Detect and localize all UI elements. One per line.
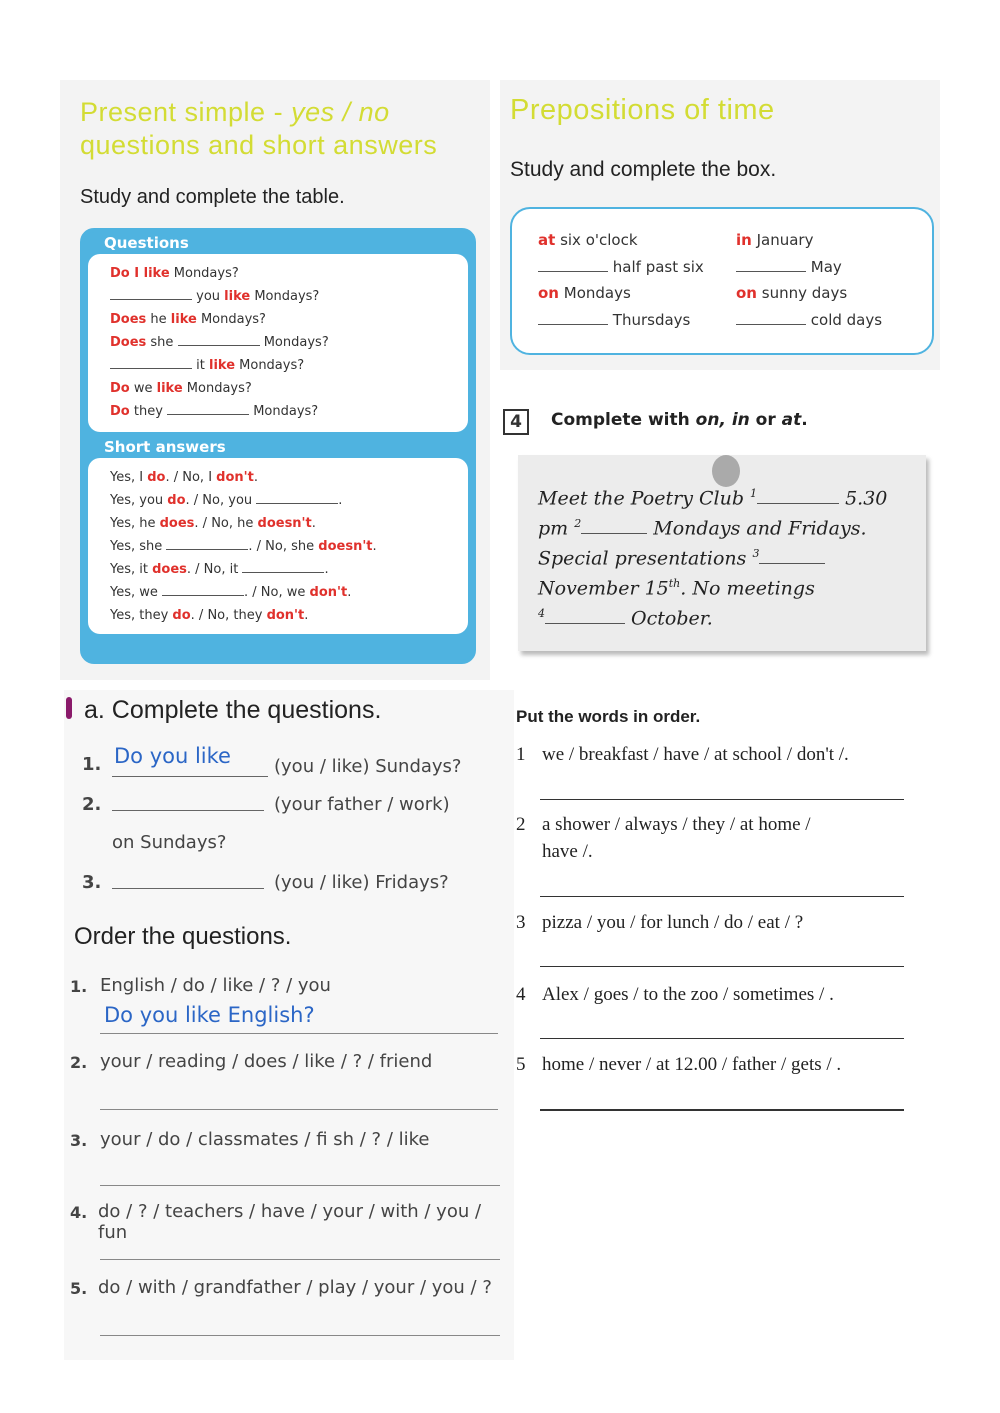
note-line: Special presentations $^3$ <box>538 547 825 569</box>
list-item: 5 home / never / at 12.00 / father / gets / . <box>516 1054 916 1124</box>
list-item: 1. English / do / like / ? / you Do you like English? <box>70 975 500 1051</box>
blank-field[interactable] <box>166 537 248 550</box>
exercise-number-box: 4 <box>503 409 529 435</box>
answer-line[interactable] <box>112 810 264 811</box>
prep-cell: Thursdays <box>538 311 690 329</box>
answer-row: Yes, they do. / No, they don't. <box>110 608 309 623</box>
list-item: 3 pizza / you / for lunch / do / eat / ? <box>516 912 916 984</box>
answer-line[interactable] <box>100 1033 498 1034</box>
answer-line[interactable] <box>540 896 904 897</box>
answer-row: Yes, she . / No, she doesn't. <box>110 539 377 554</box>
blank-field[interactable] <box>736 259 806 272</box>
blank-field[interactable] <box>757 491 839 504</box>
present-simple-title: Present simple - yes / no questions and short answers <box>80 97 438 160</box>
blank-field[interactable] <box>110 287 192 300</box>
pin-icon <box>712 455 740 487</box>
blank-field[interactable] <box>167 402 249 415</box>
blank-field[interactable] <box>178 333 260 346</box>
complete-questions-list <box>82 744 502 902</box>
blank-field[interactable] <box>256 491 338 504</box>
note-line: pm $^2$ Mondays and Fridays. <box>538 517 867 540</box>
answer-line[interactable] <box>540 799 904 800</box>
answer-row: Yes, we . / No, we don't. <box>110 585 352 600</box>
answer-line[interactable] <box>100 1185 500 1186</box>
question-row: Do they Mondays? <box>110 404 319 419</box>
list-item: 4 Alex / goes / to the zoo / sometimes / . <box>516 984 916 1054</box>
handwritten-answer: Do you like <box>114 744 231 768</box>
answer-line[interactable] <box>100 1335 500 1336</box>
question-row: Does she Mondays? <box>110 335 329 350</box>
questions-header: Questions <box>104 234 189 252</box>
prep-cell: on sunny days <box>736 284 848 302</box>
list-item: 4. do / ? / teachers / have / your / with / you / fun <box>70 1201 500 1277</box>
list-item: 2 a shower / always / they / at home / have /. <box>516 814 916 912</box>
prep-cell: cold days <box>736 311 882 329</box>
blank-field[interactable] <box>242 560 324 573</box>
answer-row: Yes, you do. / No, you . <box>110 493 343 508</box>
list-item: 2. (your father / work) on Sundays? <box>82 794 450 853</box>
handwritten-answer: Do you like English? <box>104 1003 315 1027</box>
short-answers-header: Short answers <box>104 438 226 456</box>
note-line: November 15th. No meetings <box>538 577 815 600</box>
prep-cell: May <box>736 258 842 276</box>
list-item: 1 we / breakfast / have / at school / don't /. <box>516 744 916 814</box>
question-row: Does he like Mondays? <box>110 312 266 327</box>
exercise4-instruction: Complete with on, in or at. <box>551 410 808 430</box>
answer-line[interactable] <box>112 776 268 777</box>
order-questions-list <box>70 975 500 1351</box>
list-item: 5. do / with / grandfather / play / your / you / ? <box>70 1277 500 1351</box>
present-simple-instruction: Study and complete the table. <box>80 186 345 208</box>
question-row: Do we like Mondays? <box>110 381 252 396</box>
answer-row: Yes, it does. / No, it . <box>110 562 329 577</box>
list-item: 3. (you / like) Fridays? <box>82 872 449 893</box>
short-answers-list <box>88 458 468 634</box>
answer-line[interactable] <box>112 888 264 889</box>
blank-field[interactable] <box>736 312 806 325</box>
question-row: it like Mondays? <box>110 354 446 377</box>
blank-field[interactable] <box>581 521 647 534</box>
answer-line[interactable] <box>100 1259 500 1260</box>
section-marker <box>66 697 72 719</box>
prep-cell: at six o'clock <box>538 231 638 249</box>
answer-line[interactable] <box>540 1109 904 1111</box>
poetry-club-note <box>518 455 926 651</box>
list-item: 2. your / reading / does / like / ? / friend <box>70 1051 500 1129</box>
note-line: Meet the Poetry Club $^1$ 5.30 <box>538 487 888 510</box>
list-item: 1. Do you like (you / like) Sundays? <box>82 744 462 777</box>
blank-field[interactable] <box>545 611 625 624</box>
blank-field[interactable] <box>110 356 192 369</box>
question-row: Do I like Mondays? <box>110 266 239 281</box>
questions-list <box>88 254 468 432</box>
prepositions-title: Prepositions of time <box>510 94 775 126</box>
answer-line[interactable] <box>540 966 904 967</box>
questions-table <box>80 228 476 664</box>
answer-row: Yes, he does. / No, he doesn't. <box>110 516 316 531</box>
answer-line[interactable] <box>540 1038 904 1039</box>
question-row: you like Mondays? <box>110 285 446 308</box>
order-questions-title: Order the questions. <box>74 923 292 950</box>
prep-cell: in January <box>736 231 814 249</box>
prepositions-instruction: Study and complete the box. <box>510 158 777 181</box>
answer-line[interactable] <box>100 1109 498 1110</box>
blank-field[interactable] <box>538 259 608 272</box>
put-words-title: Put the words in order. <box>516 707 701 726</box>
note-line: $^4$ October. <box>538 607 713 630</box>
blank-field[interactable] <box>162 583 244 596</box>
prepositions-box <box>510 207 934 355</box>
blank-field[interactable] <box>759 551 825 564</box>
prep-cell: half past six <box>538 258 704 276</box>
list-item: 3. your / do / classmates / fi sh / ? / like <box>70 1129 500 1201</box>
complete-questions-title: a. Complete the questions. <box>84 696 382 724</box>
put-words-list <box>516 744 916 1124</box>
answer-row: Yes, I do. / No, I don't. <box>110 470 258 485</box>
blank-field[interactable] <box>538 312 608 325</box>
prep-cell: on Mondays <box>538 284 631 302</box>
